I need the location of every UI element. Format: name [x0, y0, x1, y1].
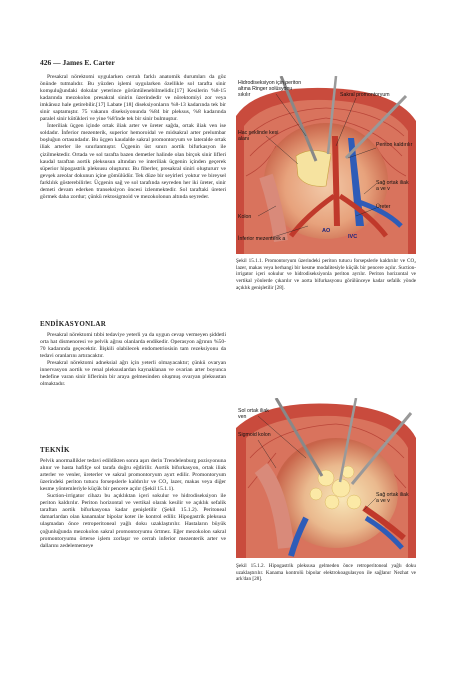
section-indications — [40, 321, 226, 388]
indications-paragraph-1: Presakral nörektomi tıbbi tedaviye yeterli ya da uygun cevap vermeyen şiddetli orta hat dismenoresi ve pelvik ağrısı olanlarda endikedir. Operasyon ağrının %50-70 kadarında geçecektir. İlişkili olabilecek endometriosisin tam rezeksiyonu da tedavi oranlarını artıracaktır. — [40, 332, 226, 360]
fig1-label-periton: Periton kaldırılır — [376, 142, 413, 148]
intro-paragraph-1: Presakral nörektomi uygularken cerrah farklı anatomik durumları da göz önünde tutmalıdır. Bu yüzden işlemi uygularken özellikle sol tarafta sinir komşuluğundaki dokular yeterince görüntülenebilmelidir.[17] Kesilerin %8-15 kadarında mezokolon presakral sinirin üzerindedir ve nörektomiyi zor veya imkânsız hale getirebilir.[17] Labate [18] diseksiyonların %8-13 kadarında tek bir sinir saptamıştır. 75 vakanın diseksiyonunda %84 bir pleksus, %8 kadarında paralel sinir kütükleri ve yine %8'inde tek bir sinir bulmuştur. — [40, 74, 226, 123]
fig1-label-inferior: İnferior mezenterik a — [238, 236, 286, 242]
fig1-label-sag: Sağ ortak iliak a ve v — [376, 180, 409, 192]
indications-paragraph-2: Presakral nörektomi adneksial ağrı için yeterli olmayacaktır; çünkü ovaryan innervasyon aortik ve renal pleksuslardan kaynaklanan ve ovarian arter boyunca hedefine varan sinir liflerinin bir araya gelmesinden oluşmuş ovaryan pleksustan olmaktadır. — [40, 360, 226, 388]
fig2-label-sag: Sağ ortak iliak a ve v — [376, 492, 409, 504]
fig1-label-ivc: IVC — [348, 234, 358, 240]
figure-2-illustration — [236, 398, 416, 558]
technique-paragraph-1: Pelvik anormallikler tedavi edildikten sonra aşırı derin Trendelenburg pozisyonuna alınır ve hasta hafifçe sol tarafa doğru eğdirilir. Aortik bifurkasyon, ortak iliak arterler ve venler, üreterler ve sakral promontoryum ayırt edilir. Promontoryum üzerindeki periton tutucu forsepslerle kaldırılır ve CO₂ lazer, makas veya diğer kesme yöntemleriyle küçük bir pencere açılır (Şekil 15.1.1). — [40, 458, 226, 493]
figure-2-caption: Şekil 15.1.2. Hipogastrik pleksusa gelmeden önce retroperitoneal yağlı doku uzaklaştırılır. Kanama kontrolü bipolar elektrokoagulasyon ile sağlanır Nezhat ve ark'dan [28]. — [236, 563, 416, 583]
section-heading-indications: ENDİKASYONLAR — [40, 320, 107, 328]
fig1-label-ao: AO — [322, 228, 331, 234]
section-technique — [40, 447, 226, 550]
fig1-label-kolon: Kolon — [238, 214, 252, 220]
figure-1-illustration — [236, 76, 416, 254]
fig1-label-hac: Hac şeklinde kesi alanı — [238, 130, 279, 142]
running-head: 426 — James E. Carter — [40, 58, 115, 67]
section-heading-technique: TEKNİK — [40, 446, 70, 454]
fig2-label-sigmoid: Sigmoid kolon — [238, 432, 271, 438]
intro-paragraph-2: İnteriliak üçgen içinde ortak iliak arter ve üreter sağda, ortak iliak ven ise soldadır. İnferior mezenterik, superior hemoroidal ve midsakral arter prelumbar boşluğun ortasındadır. Bu üçgen kaudalde sakral promontoryum ve lateralde ortak iliak arterler ile sınırlanmıştır. Üçgenin üst sınırı aortik bifurkasyon ile çizilmektedir. Ortada ve sol tarafta bazen demetler halinde olan birçok sinir lifleri kaudal taraftan aortik pleksusun altından ve interiliak üçgenin içinden geçerek süperior hipogastrik pleksusu oluşturur. Bu fiberler, presakral siniri oluştururr ve gevşek areolar dokunun içine gömülüdür. Tek düze bir seyirleri yoktur ve bireysel farklılık gösterebilirler. Üçgenin sağ ve sol tarafında seyreden her iki üreter, sinir demeti devam ederken transeksiyon öncesi izlenmektedir. Sol taraftaki üreteri görmek daha zordur; çünkü rektosigmoid ve mezokolonun altında seyreder. — [40, 123, 226, 200]
fig2-label-sol: Sol ortak iliak ven — [238, 408, 269, 420]
technique-paragraph-2: Suction-irrigator cihazı bu açıklıktan içeri sokulur ve hidrodiseksiyon ile periton kaldırılır. Periton horizontal ve vertikal olarak kesilir ve açıklık sefalik taraftan aortik bifurkasyona kadar genişletilir (Şekil 15.1.2). Peritoneal damarlardan olan kanamalar bipolar koter ile kontrol edilir. Hipogastrik pleksusa ulaşmadan önce retroperitoneal yağlı doku uzaklaştırılır. Hastaların büyük çoğunluğunda mezokolon sakral promontoryumu örtmez. Eğer mezokolon sakral promontoryumu örterse işlem zorlaşır ve cerrah inferior mezenterik arter ve dallarını zedelememeye — [40, 493, 226, 549]
figure-1-caption: Şekil 15.1.1. Promontoryum üzerindeki periton tutucu forsepslerle kaldırılır ve CO₂ lazer, makas veya herhangi bir kesme modalitesiyle küçük bir pencere açılır. Suction-irrigator içeri sokulur ve hidrodiseksiyonla periton ayrılır. Periton horizontal ve vertikal yönlerde çıkarılır ve aorta bifurkasyonu görülünceye kadar sefalik yönde açıklık genişletilir [28]. — [236, 258, 416, 291]
fig1-label-ureter: Üreter — [376, 204, 391, 210]
fig1-label-sakral: Sakral promontoryum — [340, 92, 390, 98]
intro-text — [40, 74, 226, 201]
fig1-label-hydro: Hidrodiseksiyon için periton altına Ringer solüsyonu sıkılır — [238, 80, 302, 98]
